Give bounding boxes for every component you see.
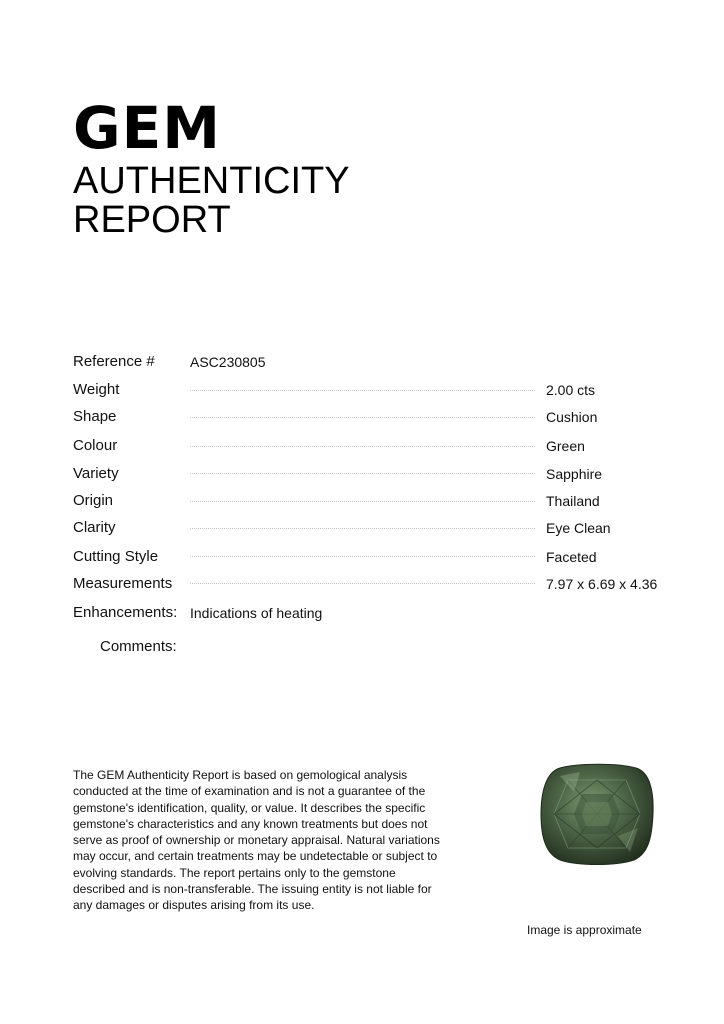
cutting-style-leader-line — [190, 556, 535, 557]
enhancements-label: Enhancements: — [73, 604, 178, 621]
cutting-style-label: Cutting Style — [73, 548, 159, 565]
colour-value: Green — [546, 438, 585, 454]
weight-label: Weight — [73, 381, 120, 398]
variety-leader-line — [190, 473, 535, 474]
brand-logo: GEM — [73, 94, 221, 162]
comments-label: Comments: — [100, 638, 177, 655]
shape-label: Shape — [73, 408, 117, 425]
clarity-leader-line — [190, 528, 535, 529]
clarity-label: Clarity — [73, 519, 116, 536]
origin-label: Origin — [73, 492, 114, 509]
measurements-leader-line — [190, 583, 535, 584]
origin-value: Thailand — [546, 493, 600, 509]
report-title-line-2: REPORT — [73, 199, 231, 241]
gemstone-image — [538, 762, 656, 868]
measurements-value: 7.97 x 6.69 x 4.36 — [546, 576, 658, 592]
reference-value: ASC230805 — [190, 354, 266, 370]
weight-leader-line — [190, 390, 535, 391]
origin-leader-line — [190, 501, 535, 502]
measurements-label: Measurements — [73, 575, 173, 592]
cutting-style-value: Faceted — [546, 549, 597, 565]
reference-label: Reference # — [73, 353, 155, 370]
variety-label: Variety — [73, 465, 119, 482]
weight-value: 2.00 cts — [546, 382, 596, 398]
report-title — [73, 162, 350, 240]
report-title-line-1: AUTHENTICITY — [73, 160, 350, 202]
clarity-value: Eye Clean — [546, 520, 611, 536]
colour-label: Colour — [73, 437, 118, 454]
disclaimer-text: The GEM Authenticity Report is based on gemological analysis conducted at the time of examination and is not a guarantee of the gemstone's identification, quality, or value. It describes the specific gemstone's characteristics and any known treatments but does not serve as proof of ownership or monetary appraisal. Natural variations may occur, and certain treatments may be undetectable or subject to evolving standards. The report pertains only to the gemstone described and is non-transferable. The issuing entity is not liable for any damages or disputes arising from its use. — [73, 768, 440, 913]
shape-leader-line — [190, 417, 535, 418]
enhancements-value: Indications of heating — [190, 605, 323, 621]
variety-value: Sapphire — [546, 466, 603, 482]
image-caption: Image is approximate — [527, 923, 642, 937]
colour-leader-line — [190, 446, 535, 447]
shape-value: Cushion — [546, 409, 598, 425]
